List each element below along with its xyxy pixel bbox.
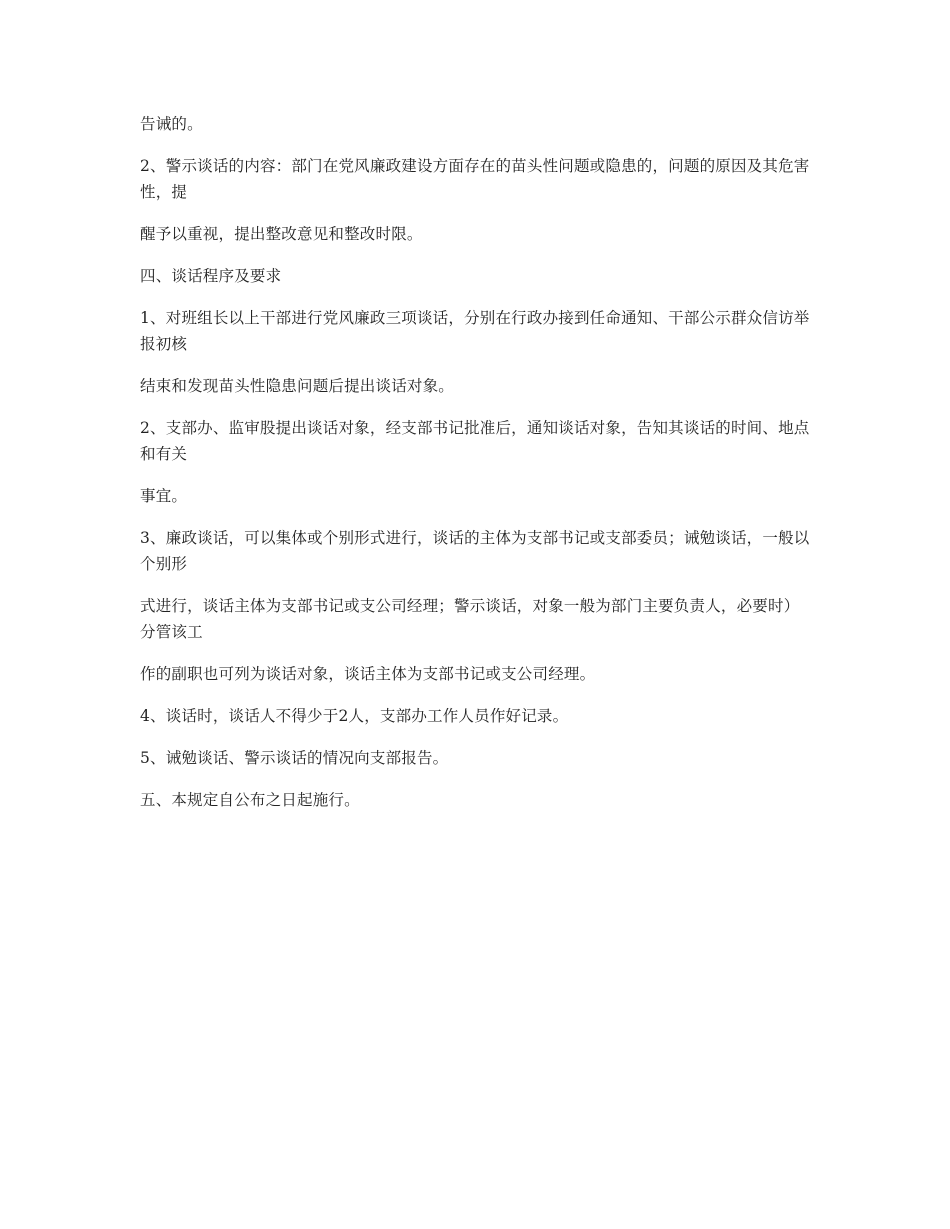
paragraph-3: 醒予以重视，提出整改意见和整改时限。 bbox=[140, 225, 423, 243]
paragraph-2: 2、警示谈话的内容：部门在党风廉政建设方面存在的苗头性问题或隐患的，问题的原因及其危害性，提 bbox=[140, 157, 810, 201]
section-heading-5: 五、本规定自公布之日起施行。 bbox=[140, 791, 360, 809]
paragraph-10: 式进行，谈话主体为支部书记或支公司经理；警示谈话，对象一般为部门主要负责人，必要时）分管该工 bbox=[140, 597, 800, 641]
paragraph-1: 告诫的。 bbox=[140, 115, 203, 133]
paragraph-6: 结束和发现苗头性隐患问题后提出谈话对象。 bbox=[140, 377, 455, 395]
paragraph-9: 3、廉政谈话，可以集体或个别形式进行，谈话的主体为支部书记或支部委员；诫勉谈话，一般以个别形 bbox=[140, 529, 810, 573]
document-body bbox=[140, 111, 810, 829]
paragraph-7: 2、支部办、监审股提出谈话对象，经支部书记批准后，通知谈话对象，告知其谈话的时间、地点和有关 bbox=[140, 419, 810, 463]
paragraph-13: 5、诫勉谈话、警示谈话的情况向支部报告。 bbox=[140, 749, 449, 767]
paragraph-5: 1、对班组长以上干部进行党风廉政三项谈话，分别在行政办接到任命通知、干部公示群众信访举报初核 bbox=[140, 309, 810, 353]
paragraph-8: 事宜。 bbox=[140, 487, 188, 505]
paragraph-11: 作的副职也可列为谈话对象，谈话主体为支部书记或支公司经理。 bbox=[140, 665, 596, 683]
section-heading-4: 四、谈话程序及要求 bbox=[140, 267, 282, 285]
paragraph-12: 4、谈话时，谈话人不得少于2人，支部办工作人员作好记录。 bbox=[140, 707, 569, 725]
